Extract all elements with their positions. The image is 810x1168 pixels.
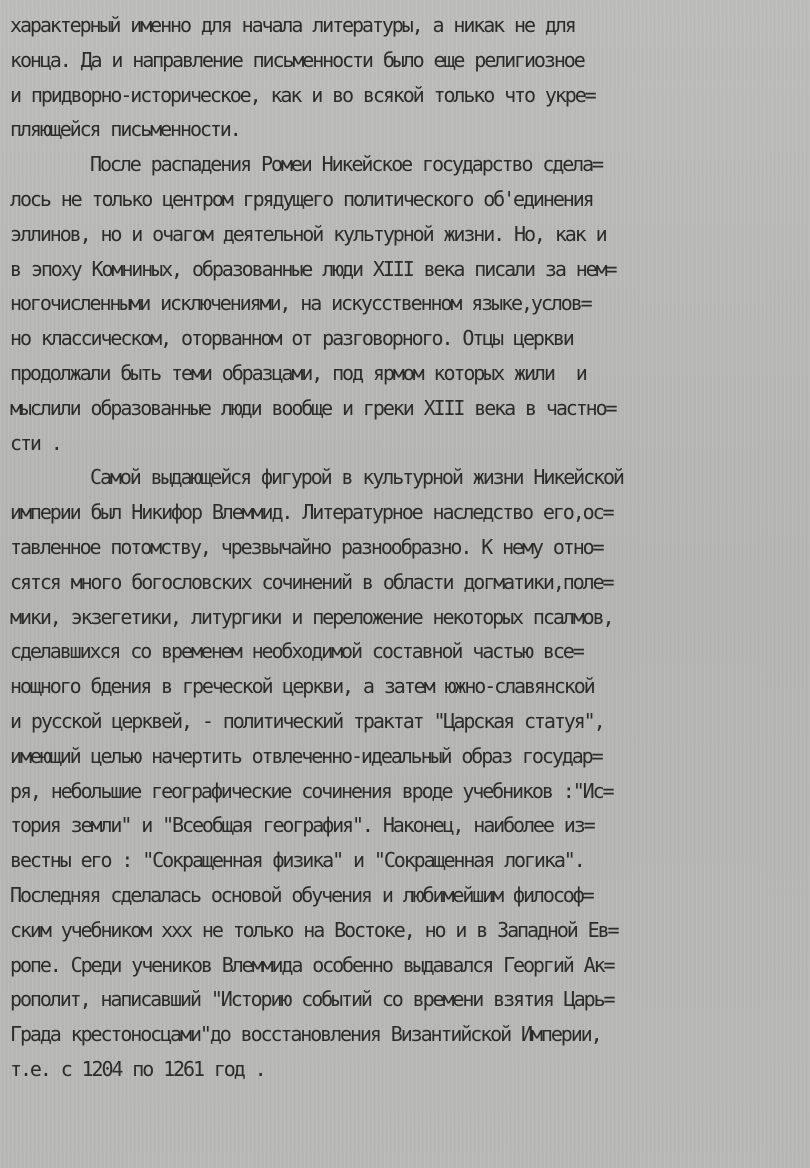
- text-line: но классическом, оторванном от разговорного. Отцы церкви: [10, 326, 573, 351]
- text-line: сделавшихся со временем необходимой составной частью все=: [10, 639, 583, 664]
- text-line: ногочисленными исключениями, на искусственном языке,услов=: [10, 291, 591, 316]
- page-text: [10, 8, 800, 1087]
- text-line: продолжали быть теми образцами, под ярмом которых жили и: [10, 360, 586, 385]
- text-line: сятся много богословских сочинений в области догматики,поле=: [10, 569, 613, 594]
- text-line: характерный именно для начала литературы, а никак не для: [10, 13, 575, 37]
- text-line: эллинов, но и очагом деятельной культурной жизни. Но, как и: [10, 221, 606, 246]
- text-line: Самой выдающейся фигурой в культурной жизни Никейской: [90, 465, 623, 490]
- text-line: Последняя сделалась основой обучения и любимейшим философ=: [10, 882, 593, 907]
- text-line: пляющейся письменности.: [10, 117, 240, 142]
- text-line: рополит, написавший "Историю событий со времени взятия Царь=: [10, 987, 614, 1012]
- text-line: империи был Никифор Влеммид. Литературное наследство его,ос=: [10, 500, 613, 525]
- text-line: вестны его : "Сокращенная физика" и "Сокращенная логика".: [10, 848, 584, 873]
- text-line: и русской церквей, - политический трактат "Царская статуя",: [10, 708, 604, 733]
- text-line: Града крестоносцами"до восстановления Византийской Империи,: [10, 1022, 601, 1047]
- text-line: мики, экзегетики, литургики и переложение некоторых псалмов,: [10, 604, 613, 629]
- text-line: лось не только центром грядущего политического об'единения: [10, 186, 593, 211]
- text-line: После распадения Ромеи Никейское государство сдела=: [90, 152, 602, 177]
- text-line: ропе. Среди учеников Влеммида особенно выдавался Георгий Ак=: [10, 952, 614, 977]
- text-line: ря, небольшие географические сочинения вроде учебников :"Ис=: [10, 778, 613, 803]
- text-line: имеющий целью начертить отвлеченно-идеальный образ государ=: [10, 743, 602, 768]
- text-line: мыслили образованные люди вообще и греки XIII века в частно=: [10, 395, 616, 420]
- text-line: тавленное потомству, чрезвычайно разнообразно. К нему отно=: [10, 534, 603, 559]
- text-line: т.е. с 1204 по 1261 год .: [10, 1056, 265, 1081]
- text-line: ским учебником xxx не только на Востоке, но и в Западной Ев=: [10, 917, 618, 942]
- text-line: конца. Да и направление письменности было еще религиозное: [10, 47, 584, 72]
- text-line: тория земли" и "Всеобщая география". Наконец, наиболее из=: [10, 813, 594, 838]
- text-line: в эпоху Комниных, образованные люди XIII века писали за нем=: [10, 256, 616, 281]
- text-line: сти .: [10, 430, 61, 455]
- text-line: и придворно-историческое, как и во всякой только что укре=: [10, 82, 595, 107]
- text-line: нощного бдения в греческой церкви, а затем южно-славянской: [10, 674, 594, 699]
